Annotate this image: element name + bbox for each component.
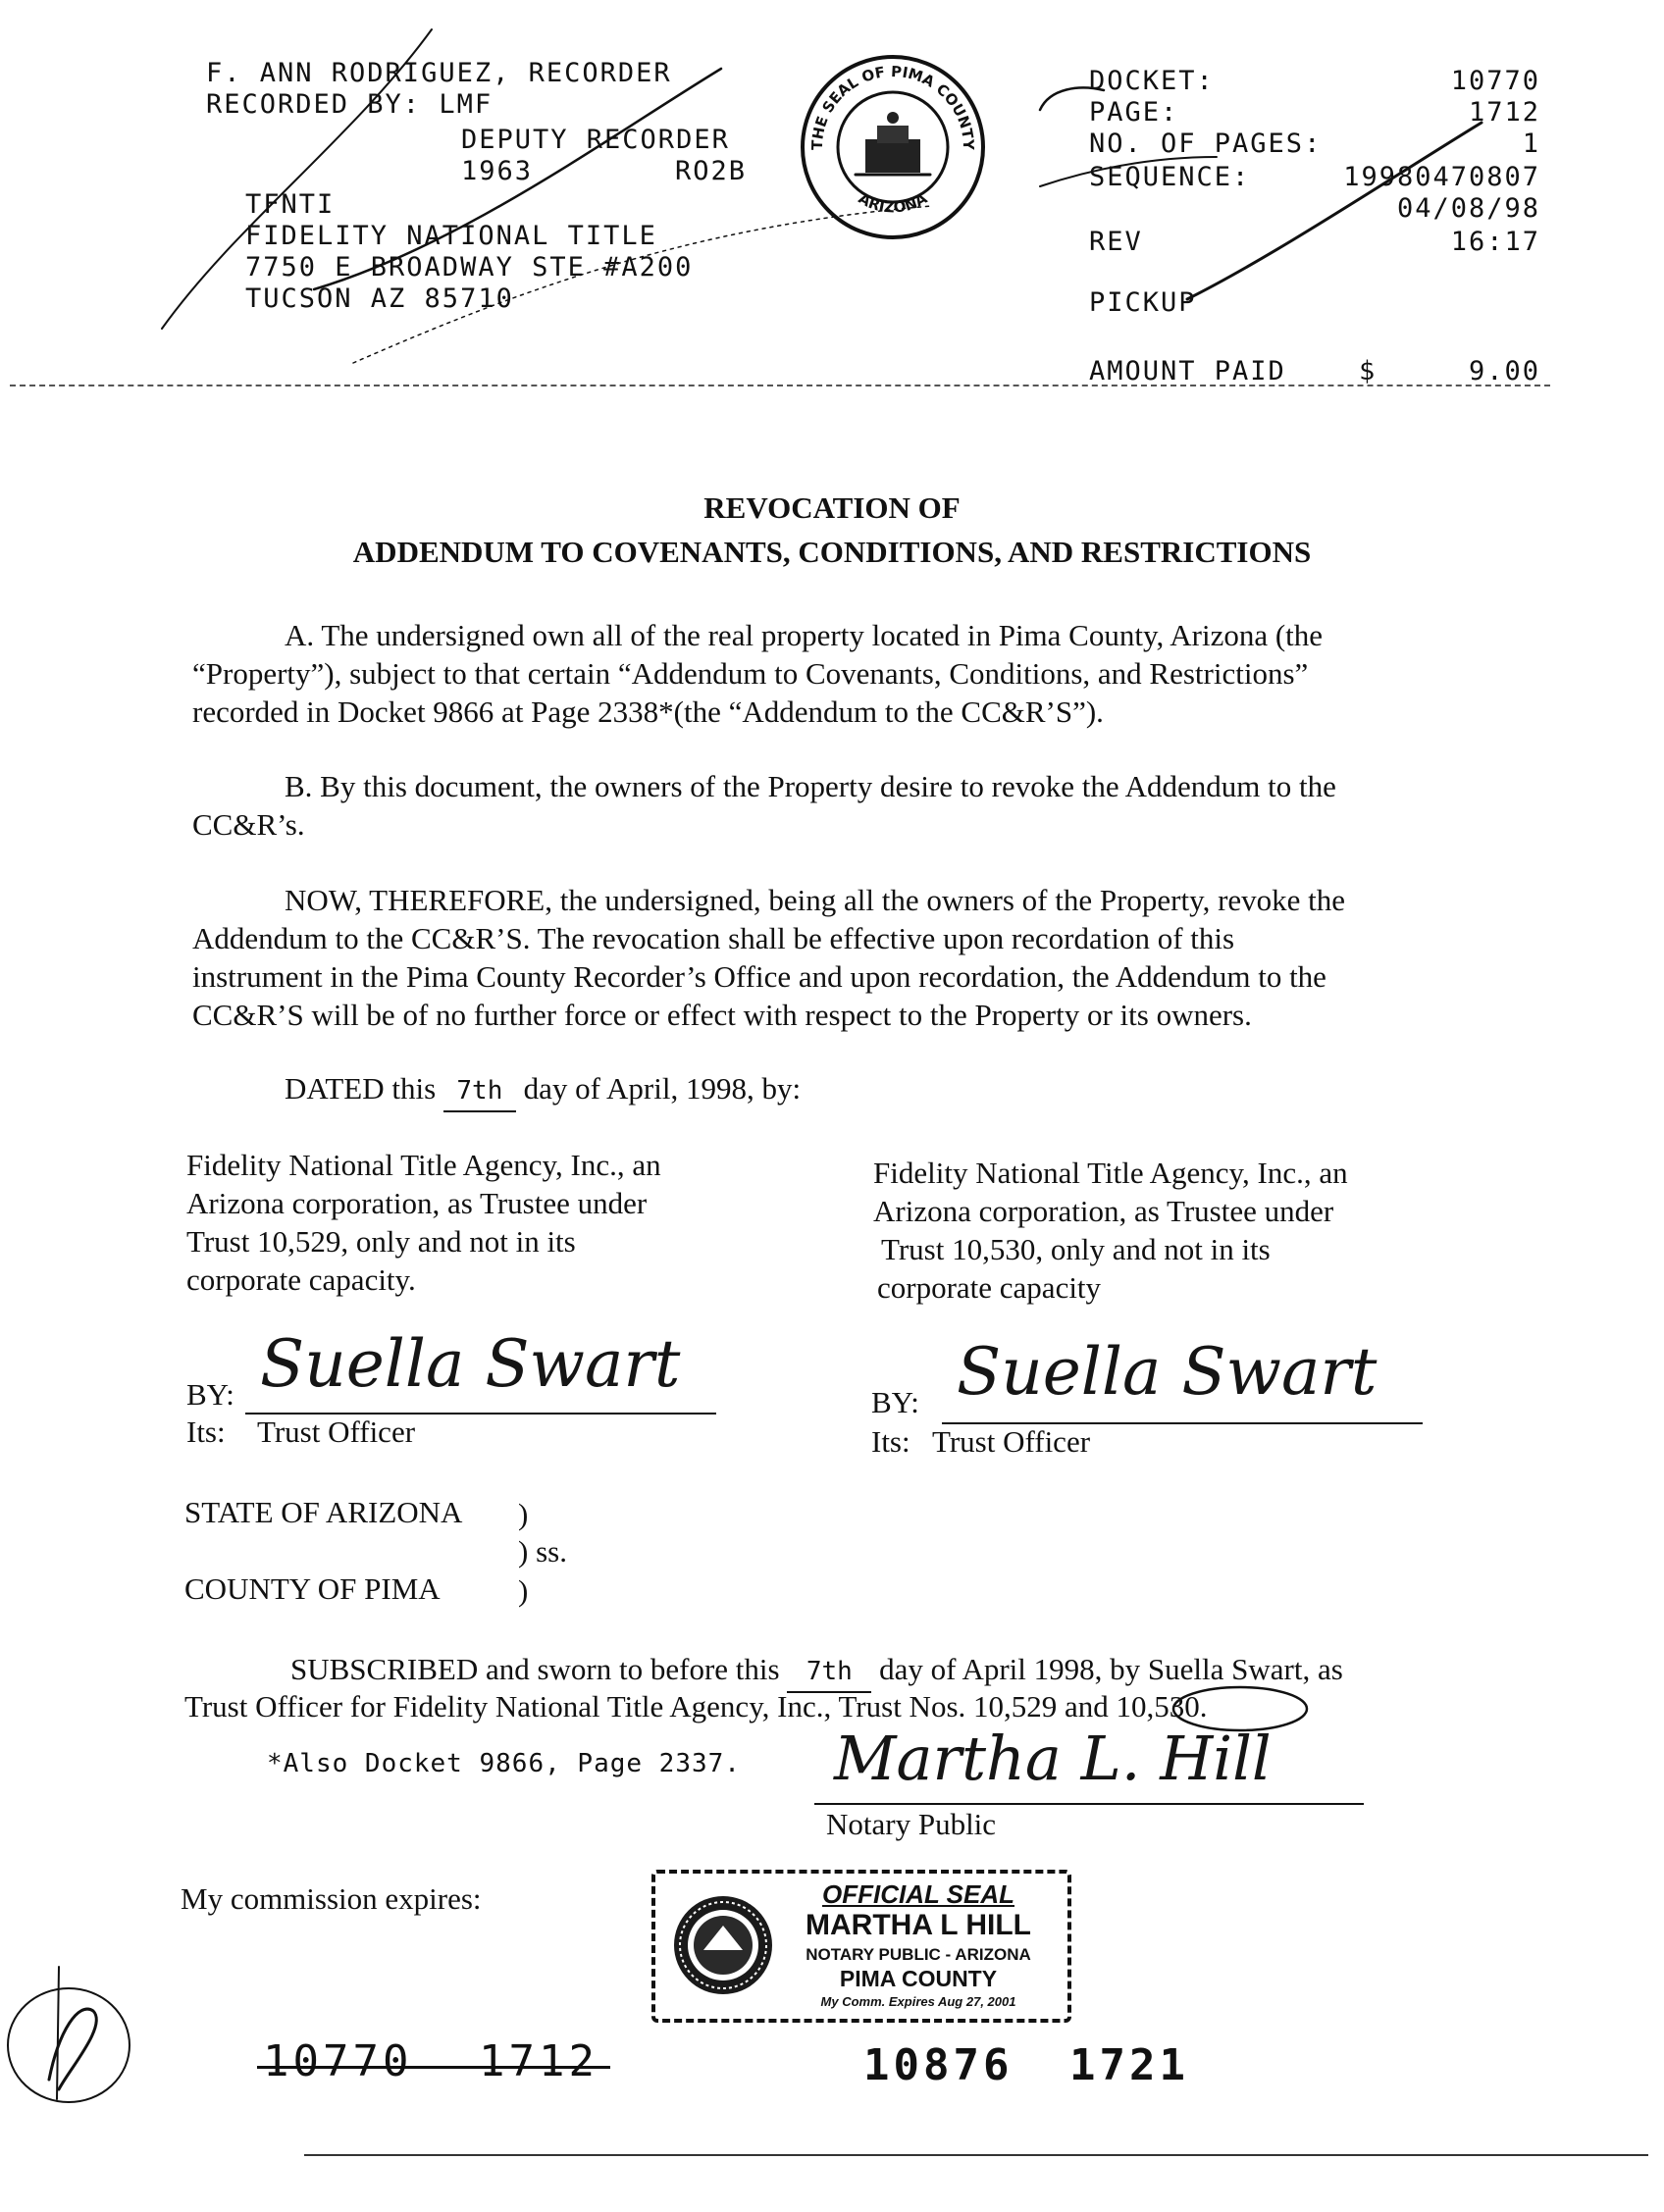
notary-public-label: Notary Public <box>826 1807 997 1841</box>
notary-seal-line4: PIMA COUNTY <box>839 1966 998 1991</box>
notary-seal-emblem-icon <box>669 1891 777 1999</box>
header-ink-marks <box>0 0 1664 392</box>
signatory-right-line: Arizona corporation, as Trustee under <box>873 1194 1334 1228</box>
document-title-line1: REVOCATION OF <box>703 490 961 525</box>
recording-time: 16:17 <box>1450 227 1540 257</box>
paragraph-b-line: B. By this document, the owners of the Property desire to revoke the Addendum to the <box>285 769 1336 803</box>
notary-seal-line3: NOTARY PUBLIC - ARIZONA <box>806 1945 1031 1964</box>
new-page-number: 1721 <box>1069 2040 1189 2090</box>
signatory-right-by-label: BY: <box>871 1385 919 1419</box>
new-docket-number: 10876 <box>863 2040 1014 2090</box>
dated-line <box>285 1069 801 1112</box>
paragraph-now-therefore <box>192 881 1345 1034</box>
sequence-value: 19980470807 <box>1343 162 1540 192</box>
notary-seal-line2: MARTHA L HILL <box>806 1909 1031 1941</box>
paragraph-now-line: NOW, THEREFORE, the undersigned, being all the owners of the Property, revoke the <box>285 883 1346 917</box>
signatory-left-line: Arizona corporation, as Trustee under <box>186 1186 648 1220</box>
seal-bottom-text: ARIZONA <box>855 189 931 217</box>
document-title-line2: ADDENDUM TO COVENANTS, CONDITIONS, AND RESTRICTIONS <box>352 535 1312 569</box>
commission-expires-label: My commission expires: <box>181 1881 482 1916</box>
num-pages-value: 1 <box>1522 129 1540 159</box>
old-docket-number: 10770 <box>263 2036 413 2086</box>
signatory-right-its-value: Trust Officer <box>932 1424 1091 1459</box>
signatory-left-its-value: Trust Officer <box>257 1415 416 1449</box>
filer-name: FIDELITY NATIONAL TITLE <box>245 221 657 251</box>
signatory-right-its-label: Its: <box>871 1424 910 1459</box>
notary-seal-stamp <box>651 1870 1071 2023</box>
amount-currency: $ <box>1359 356 1378 386</box>
paragraph-a-line: recorded in Docket 9866 at Page 2338*(the “Addendum to the CC&R’S”). <box>192 694 1104 729</box>
seal-top-text: THE SEAL OF PIMA COUNTY <box>807 62 978 151</box>
notary-seal-line1: OFFICIAL SEAL <box>822 1879 1014 1909</box>
jurat-line2: Trust Officer for Fidelity National Title Agency, Inc., Trust Nos. 10,529 and 10,530. <box>184 1689 1208 1723</box>
paragraph-b-line: CC&R’s. <box>192 807 305 842</box>
sequence-label: SEQUENCE: <box>1089 162 1251 192</box>
signatory-left-by-label: BY: <box>186 1377 234 1412</box>
signatory-right-signature: Suella Swart <box>957 1334 1378 1410</box>
signatory-left-line: corporate capacity. <box>186 1262 416 1297</box>
recording-date: 04/08/98 <box>1396 193 1540 224</box>
paragraph-a <box>192 616 1323 731</box>
signatory-right-line: corporate capacity <box>877 1270 1102 1305</box>
filer-code: TFNTI <box>245 189 336 220</box>
recorder-code-right: RO2B <box>675 156 748 186</box>
recorder-code-left: 1963 <box>461 156 534 186</box>
paragraph-b <box>192 767 1336 844</box>
dated-day-field: 7th <box>443 1072 516 1112</box>
page-label: PAGE: <box>1089 97 1179 128</box>
docket-label: DOCKET: <box>1089 66 1215 96</box>
signatory-left-line: Fidelity National Title Agency, Inc., an <box>186 1148 661 1182</box>
signatory-left-block <box>186 1146 661 1299</box>
venue-paren-top: ) <box>518 1497 529 1531</box>
notary-seal-line5: My Comm. Expires Aug 27, 2001 <box>820 1994 1016 2009</box>
filer-address-line2: TUCSON AZ 85710 <box>245 283 514 314</box>
bottom-rule <box>304 2154 1648 2156</box>
signatory-right-line: Trust 10,530, only and not in its <box>881 1232 1271 1266</box>
paragraph-now-line: Addendum to the CC&R’S. The revocation shall be effective upon recordation of this <box>192 921 1235 955</box>
recorder-name: F. ANN RODRIGUEZ, RECORDER <box>206 58 672 88</box>
paragraph-a-line: A. The undersigned own all of the real property located in Pima County, Arizona (the <box>285 618 1324 652</box>
jurat-suffix: day of April 1998, by Suella Swart, as <box>879 1652 1343 1686</box>
pickup-label: PICKUP <box>1089 287 1197 318</box>
signatory-left-its-label: Its: <box>186 1415 226 1449</box>
signatory-left-line: Trust 10,529, only and not in its <box>186 1224 576 1259</box>
venue-ss: ) ss. <box>518 1534 567 1569</box>
venue-paren-bottom: ) <box>518 1573 529 1608</box>
filer-address-line1: 7750 E BROADWAY STE #A200 <box>245 252 694 283</box>
rev-label: REV <box>1089 227 1143 257</box>
deputy-recorder: DEPUTY RECORDER <box>461 125 730 155</box>
dated-prefix: DATED this <box>285 1071 437 1106</box>
paragraph-now-line: instrument in the Pima County Recorder’s Office and upon recordation, the Addendum to the <box>192 959 1326 994</box>
venue-county: COUNTY OF PIMA <box>184 1571 441 1606</box>
amount-paid-value: 9.00 <box>1468 356 1540 386</box>
amount-paid-label: AMOUNT PAID <box>1089 356 1286 386</box>
page-value: 1712 <box>1468 97 1540 128</box>
paragraph-a-line: “Property”), subject to that certain “Addendum to Covenants, Conditions, and Restrictions” <box>192 656 1309 691</box>
venue-state: STATE OF ARIZONA <box>184 1495 463 1529</box>
signatory-right-block <box>873 1154 1348 1307</box>
num-pages-label: NO. OF PAGES: <box>1089 129 1323 159</box>
paragraph-now-line: CC&R’S will be of no further force or effect with respect to the Property or its owners. <box>192 998 1252 1032</box>
jurat-day-field: 7th <box>787 1653 871 1693</box>
signatory-right-line: Fidelity National Title Agency, Inc., an <box>873 1156 1348 1190</box>
recorded-by: RECORDED BY: LMF <box>206 89 494 120</box>
docket-value: 10770 <box>1450 66 1540 96</box>
old-number-strikethrough <box>257 2066 610 2069</box>
dated-suffix: day of April, 1998, by: <box>523 1071 802 1106</box>
jurat-prefix: SUBSCRIBED and sworn to before this <box>290 1652 780 1686</box>
old-page-number: 1712 <box>479 2036 598 2086</box>
notary-signature: Martha L. Hill <box>834 1723 1272 1794</box>
signatory-left-signature: Suella Swart <box>260 1326 681 1402</box>
initials-mark <box>0 1952 147 2119</box>
footnote-docket: *Also Docket 9866, Page 2337. <box>267 1749 741 1778</box>
